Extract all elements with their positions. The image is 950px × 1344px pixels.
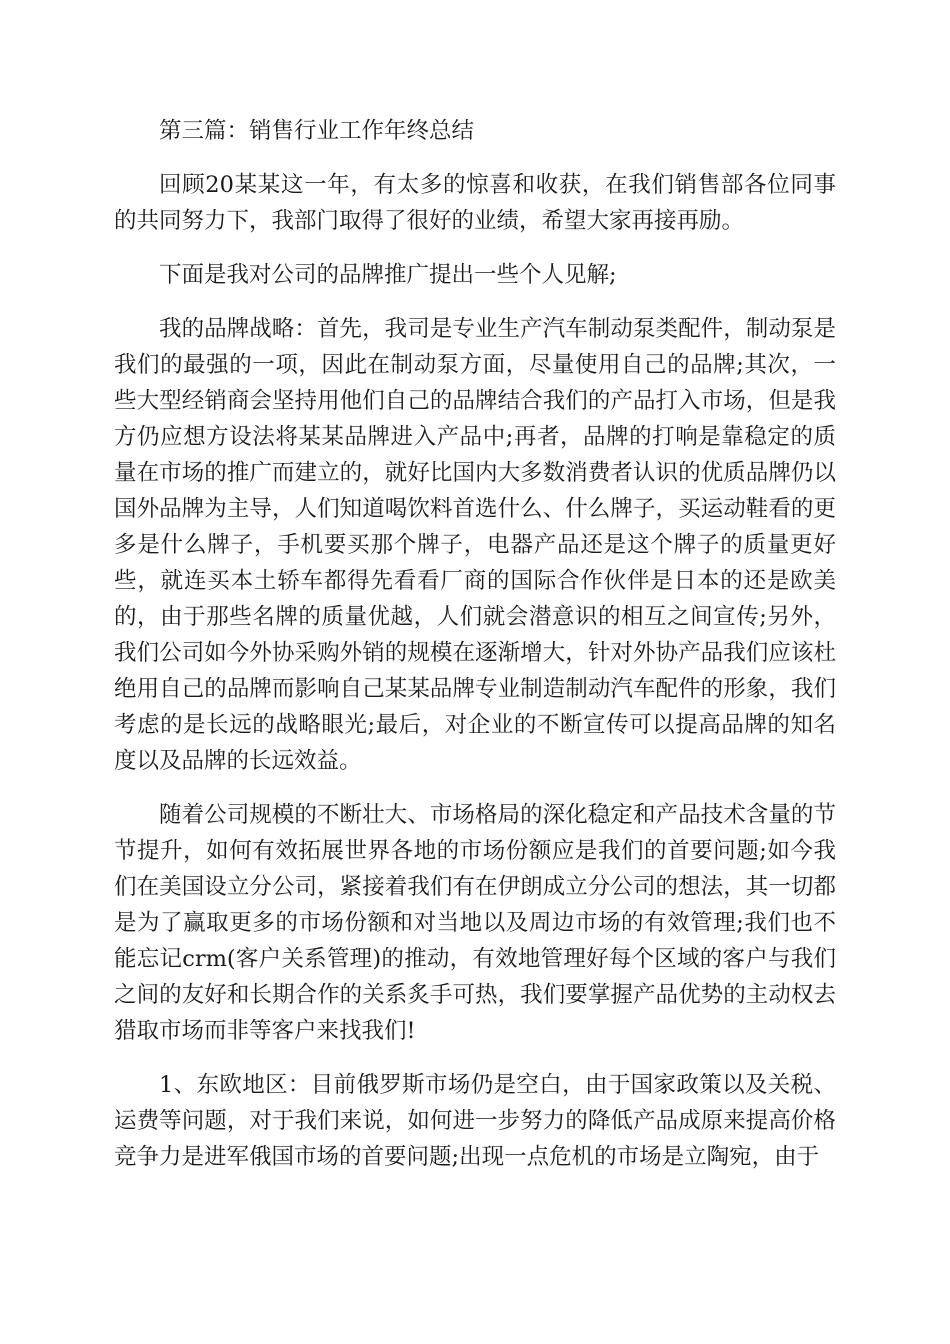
- document-title: 第三篇：销售行业工作年终总结: [159, 118, 475, 144]
- paragraph-eastern-europe: 1、东欧地区：目前俄罗斯市场仍是空白，由于国家政策以及关税、运费等问题，对于我们来说，如何进一步努力的降低产品成原来提高价格竞争力是进军俄国市场的首要问题;出现一点危机的市场是立陶宛，由于: [114, 1072, 836, 1170]
- paragraph-brand-intro: 下面是我对公司的品牌推广提出一些个人见解;: [159, 262, 617, 288]
- paragraph-brand-strategy: 我的品牌战略：首先，我司是专业生产汽车制动泵类配件，制动泵是我们的最强的一项，因此在制动泵方面，尽量使用自己的品牌;其次，一些大型经销商会坚持用他们自己的品牌结合我们的产品打入市场，但是我方仍应想方设法将某某品牌进入产品中;再者，品牌的打响是靠稳定的质量在市场的推广而建立的，就好比国内大多数消费者认识的优质品牌仍以国外品牌为主导，人们知道喝饮料首选什么、什么牌子，买运动鞋看的更多是什么牌子，手机要买那个牌子，电器产品还是这个牌子的质量更好些，就连买本土轿车都得先看看厂商的国际合作伙伴是日本的还是欧美的，由于那些名牌的质量优越，人们就会潜意识的相互之间宣传;另外，我们公司如今外协采购外销的规模在逐渐增大，针对外协产品我们应该杜绝用自己的品牌而影响自己某某品牌专业制造制动汽车配件的形象，我们考虑的是长远的战略眼光;最后，对企业的不断宣传可以提高品牌的知名度以及品牌的长远效益。: [114, 316, 836, 774]
- paragraph-intro: 回顾20某某这一年，有太多的惊喜和收获，在我们销售部各位同事的共同努力下，我部门取得了很好的业绩，希望大家再接再励。: [114, 172, 836, 234]
- paragraph-market-expansion: 随着公司规模的不断壮大、市场格局的深化稳定和产品技术含量的节节提升，如何有效拓展世界各地的市场份额应是我们的首要问题;如今我们在美国设立分公司，紧接着我们有在伊朗成立分公司的想法，其一切都是为了赢取更多的市场份额和对当地以及周边市场的有效管理;我们也不能忘记crm(客户关系管理)的推动，有效地管理好每个区域的客户与我们之间的友好和长期合作的关系炙手可热，我们要掌握产品优势的主动权去猎取市场而非等客户来找我们!: [114, 802, 836, 1044]
- document-body: [114, 113, 836, 1193]
